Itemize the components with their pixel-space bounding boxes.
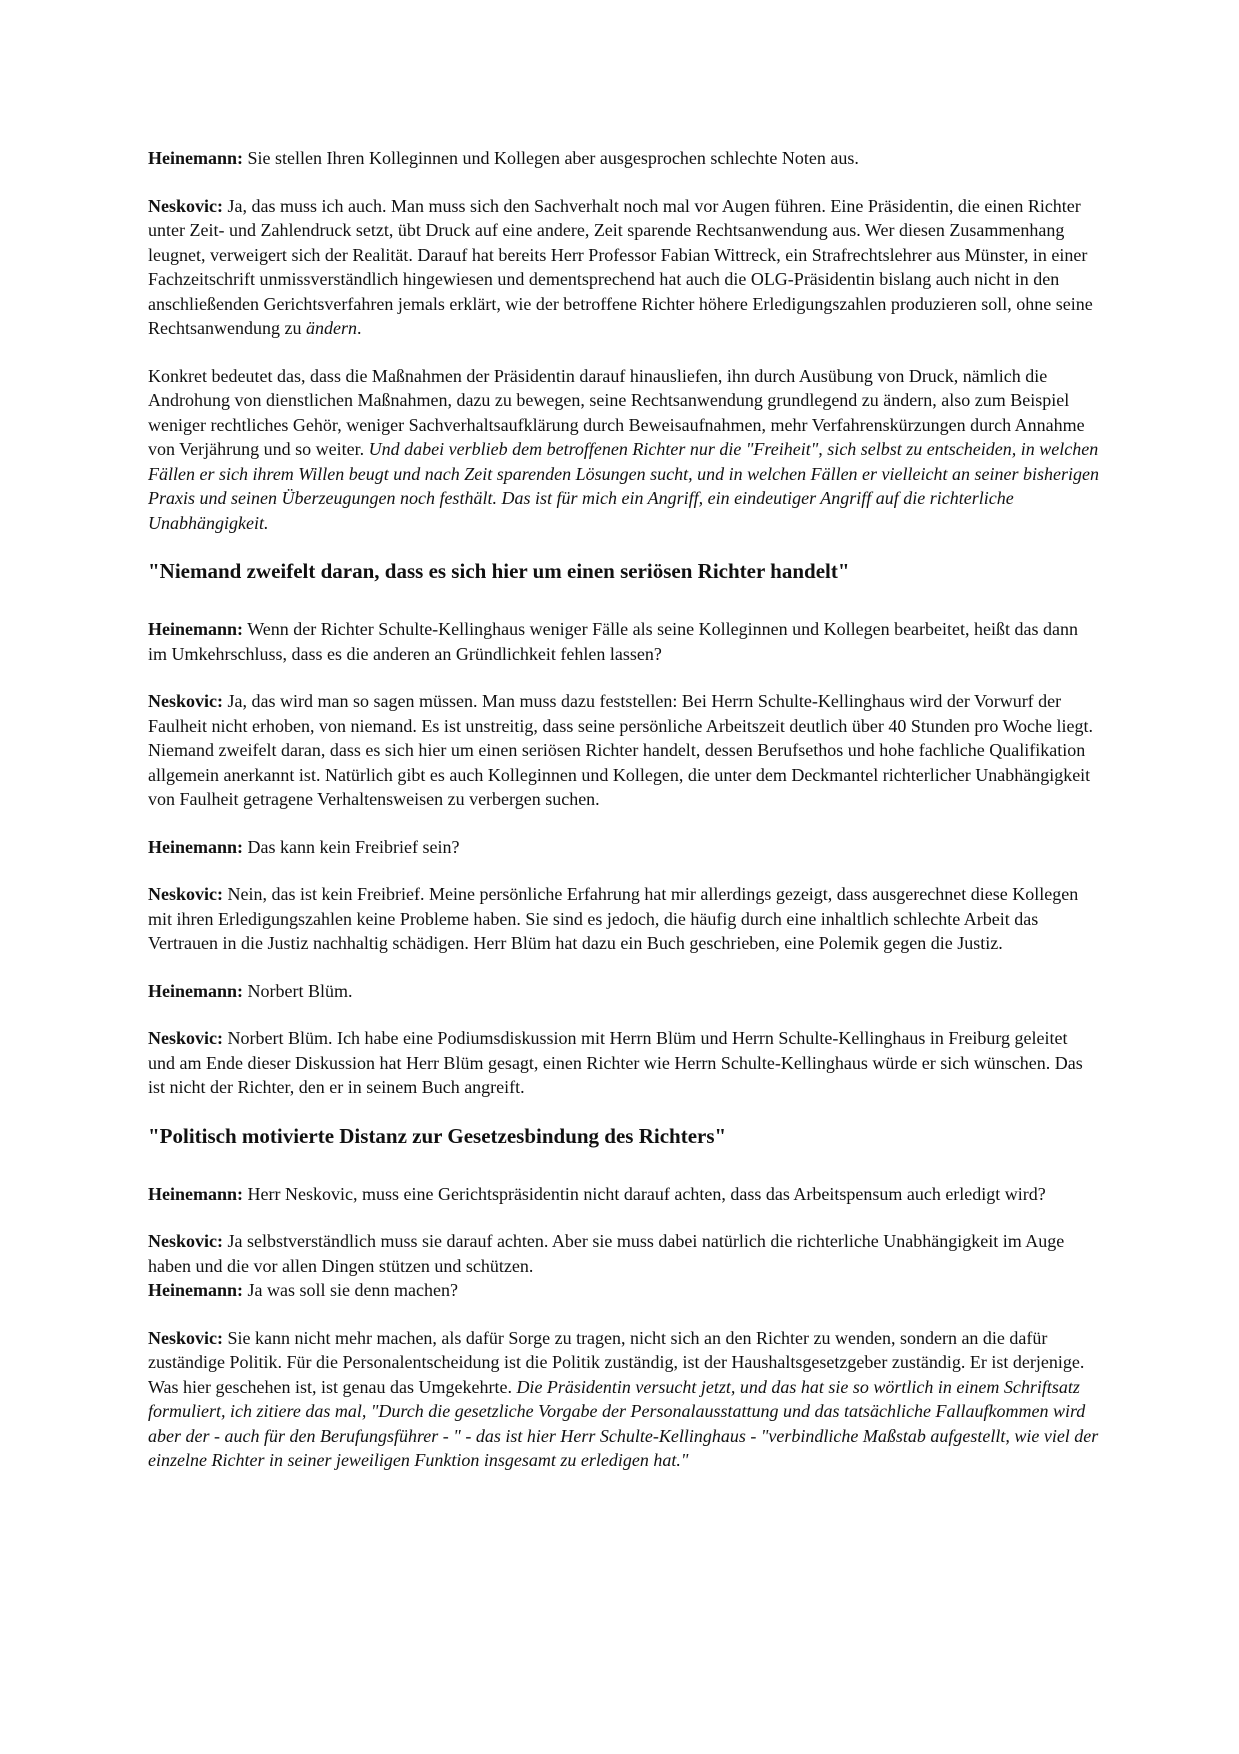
paragraph-text: Ja, das wird man so sagen müssen. Man muss dazu feststellen: Bei Herrn Schulte-Kellinghaus wird der Vorwurf der Faulheit nicht erhoben, von niemand. Es ist unstreitig, dass seine persönliche Arbeitszeit deutlich über 40 Stunden pro Woche liegt. Niemand zweifelt daran, dass es sich hier um einen seriösen Richter handelt, dessen Berufsethos und hohe fachliche Qualifikation allgemein anerkannt ist. Natürlich gibt es auch Kolleginnen und Kollegen, die unter dem Deckmantel richterlicher Unabhängigkeit von Faulheit getragene Verhaltensweisen zu verbergen suchen.	[148, 691, 1094, 809]
section-heading: "Politisch motivierte Distanz zur Gesetzesbindung des Richters"	[148, 1123, 727, 1148]
speaker-label: Heinemann:	[148, 836, 244, 857]
speaker-label: Heinemann:	[148, 148, 244, 168]
paragraph-text: Das kann kein Freibrief sein?	[243, 836, 460, 857]
italic-text: Die Präsidentin versucht jetzt, und das hat sie so wörtlich in einem Schriftsatz formuliert, ich zitiere das mal, "Durch die gesetzliche Vorgabe der Personalausstattung und das tatsächliche Fallaufkommen wird aber der - auch für den Berufungsführer - " - das ist hier Herr Schulte-Kellinghaus - "verbindliche Maßstab aufgestellt, wie viel der einzelne Richter in seiner jeweiligen Funktion insgesamt zu erledigen hat."	[148, 1376, 1099, 1470]
paragraph-text: Konkret bedeutet das, dass die Maßnahmen der Präsidentin darauf hinausliefen, ihn durch Ausübung von Druck, nämlich die Androhung von dienstlichen Maßnahmen, dazu zu bewegen, seine Rechtsanwendung grundlegend zu ändern, also zum Beispiel weniger rechtliches Gehör, weniger Sachverhaltsaufklärung durch Beweisaufnahmen, mehr Verfahrenskürzungen durch Annahme von Verjährung und so weiter.	[148, 365, 1085, 459]
speaker-label: Heinemann:	[148, 1280, 244, 1300]
paragraph-text: Sie kann nicht mehr machen, als dafür Sorge zu tragen, nicht sich an den Richter zu wenden, sondern an die dafür zuständige Politik. Für die Personalentscheidung ist die Politik zuständig, ist der Haushaltsgesetzgeber zuständig. Er ist derjenige. Was hier geschehen ist, ist genau das Umgekehrte.	[148, 1327, 1085, 1397]
paragraph	[148, 1278, 1099, 1303]
paragraph-text: Ja was soll sie denn machen?	[243, 1280, 458, 1300]
paragraph-text: Herr Neskovic, muss eine Gerichtspräsidentin nicht darauf achten, dass das Arbeitspensum auch erledigt wird?	[243, 1183, 1046, 1204]
paragraph	[148, 146, 1099, 171]
paragraph	[148, 1026, 1099, 1100]
paragraph	[148, 194, 1099, 341]
speaker-label: Neskovic:	[148, 884, 223, 904]
paragraph	[148, 364, 1099, 536]
speaker-label: Neskovic:	[148, 1327, 223, 1348]
speaker-label: Neskovic:	[148, 1231, 223, 1251]
paragraph	[148, 689, 1099, 812]
speaker-label: Heinemann:	[148, 619, 244, 639]
paragraph-text: Norbert Blüm.	[243, 980, 353, 1001]
paragraph	[148, 882, 1099, 956]
paragraph-text: Nein, das ist kein Freibrief. Meine persönliche Erfahrung hat mir allerdings gezeigt, dass ausgerechnet diese Kollegen mit ihren Erledigungszahlen keine Probleme haben. Sie sind es jedoch, die häufig durch eine inhaltlich schlechte Arbeit das Vertrauen in die Justiz nachhaltig schädigen. Herr Blüm hat dazu ein Buch geschrieben, eine Polemik gegen die Justiz.	[148, 884, 1079, 953]
paragraph-text: Ja, das muss ich auch. Man muss sich den Sachverhalt noch mal vor Augen führen. Eine Präsidentin, die einen Richter unter Zeit- und Zahlendruck setzt, übt Druck auf eine andere, Zeit sparende Rechtsanwendung aus. Wer diesen Zusammenhang leugnet, verweigert sich der Realität. Darauf hat bereits Herr Professor Fabian Wittreck, ein Strafrechtslehrer aus Münster, in einer Fachzeitschrift unmissverständlich hingewiesen und dementsprechend hat auch die OLG-Präsidentin bislang auch nicht in den anschließenden Gerichtsverfahren jemals erklärt, wie der betroffene Richter höhere Erledigungszahlen produzieren soll, ohne seine Rechtsanwendung zu	[148, 195, 1093, 338]
paragraph-text: Sie stellen Ihren Kolleginnen und Kollegen aber ausgesprochen schlechte Noten aus.	[243, 148, 859, 168]
section-heading: "Niemand zweifelt daran, dass es sich hier um einen seriösen Richter handelt"	[148, 559, 850, 583]
paragraph-text: Norbert Blüm. Ich habe eine Podiumsdiskussion mit Herrn Blüm und Herrn Schulte-Kellinghaus in Freiburg geleitet und am Ende dieser Diskussion hat Herr Blüm gesagt, einen Richter wie Herrn Schulte-Kellinghaus würde er sich wünschen. Das ist nicht der Richter, den er in seinem Buch angreift.	[148, 1028, 1083, 1097]
interview-transcript	[148, 146, 1099, 1473]
paragraph	[148, 617, 1099, 666]
paragraph-text: Wenn der Richter Schulte-Kellinghaus weniger Fälle als seine Kolleginnen und Kollegen bearbeitet, heißt das dann im Umkehrschluss, dass es die anderen an Gründlichkeit fehlen lassen?	[148, 619, 1078, 664]
paragraph	[148, 1182, 1099, 1207]
paragraph	[148, 835, 1099, 860]
paragraph	[148, 1326, 1099, 1473]
speaker-label: Heinemann:	[148, 1183, 244, 1204]
italic-text: ändern	[305, 318, 357, 338]
paragraph	[148, 1229, 1099, 1278]
speaker-label: Neskovic:	[148, 691, 223, 711]
speaker-label: Neskovic:	[148, 1028, 223, 1048]
italic-text: Und dabei verblieb dem betroffenen Richter nur die "Freiheit", sich selbst zu entscheiden, in welchen Fällen er sich ihrem Willen beugt und nach Zeit sparenden Lösungen sucht, und in welchen Fällen er vielleicht an seiner bisherigen Praxis und seinen Überzeugungen noch festhält. Das ist für mich ein Angriff, ein eindeutiger Angriff auf die richterliche Unabhängigkeit.	[148, 439, 1099, 533]
paragraph	[148, 979, 1099, 1004]
paragraph-text: .	[356, 318, 362, 338]
speaker-label: Heinemann:	[148, 980, 244, 1001]
speaker-label: Neskovic:	[148, 195, 223, 216]
paragraph-text: Ja selbstverständlich muss sie darauf achten. Aber sie muss dabei natürlich die richterliche Unabhängigkeit im Auge haben und die vor allen Dingen stützen und schützen.	[148, 1231, 1065, 1276]
